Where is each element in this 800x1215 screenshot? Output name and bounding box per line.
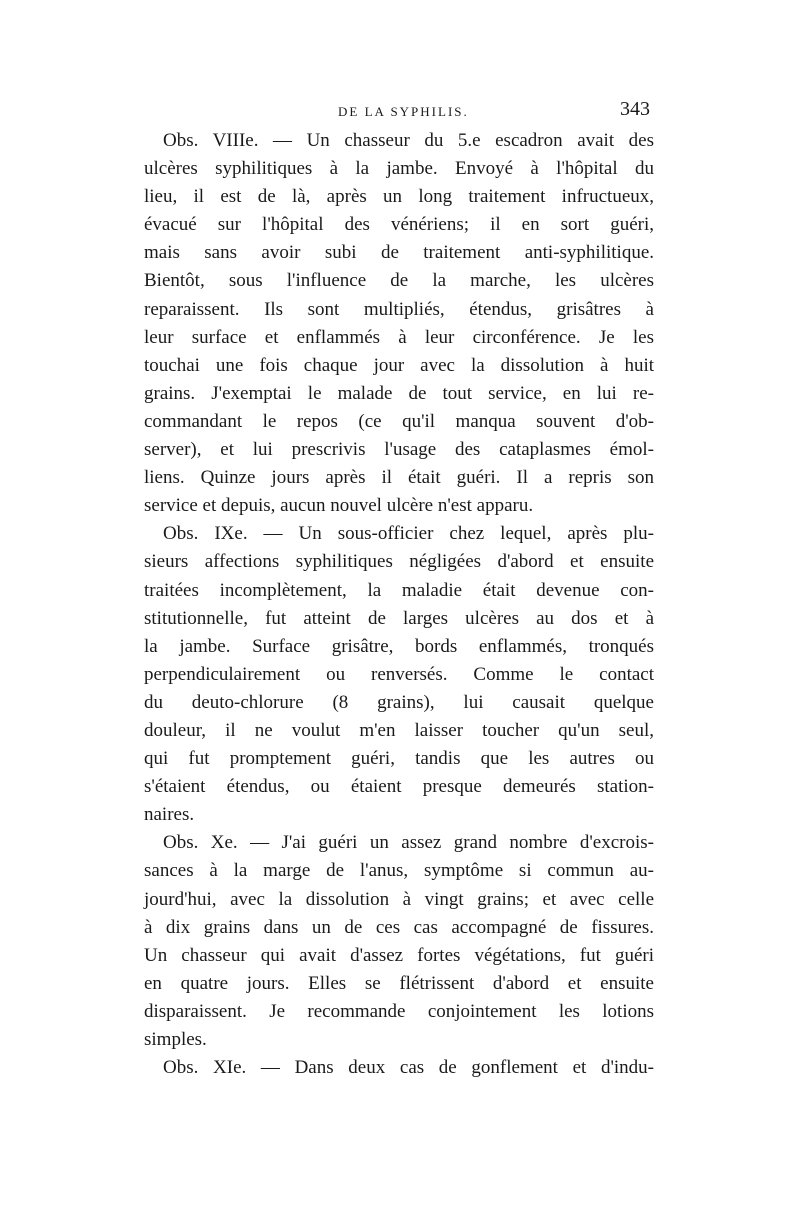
text-line: liens. Quinze jours après il était guéri. Il a repris son (144, 467, 654, 489)
text-line: perpendiculairement ou renversés. Comme le contact (144, 663, 654, 685)
text-line: la jambe. Surface grisâtre, bords enflammés, tronqués (144, 635, 654, 657)
text-line: sances à la marge de l'anus, symptôme si commun au- (144, 860, 654, 882)
text-line: lieu, il est de là, après un long traitement infructueux, (144, 186, 654, 208)
text-line: simples. (144, 1029, 207, 1050)
text-line: traitées incomplètement, la maladie était devenue con- (144, 579, 654, 601)
text-line: touchai une fois chaque jour avec la dissolution à huit (144, 354, 654, 376)
text-line: leur surface et enflammés à leur circonférence. Je les (144, 326, 654, 348)
page-number: 343 (620, 98, 650, 120)
text-line: ulcères syphilitiques à la jambe. Envoyé à l'hôpital du (144, 158, 654, 180)
text-line: Obs. Xe. — J'ai guéri un assez grand nombre d'excrois- (163, 832, 654, 854)
text-line: évacué sur l'hôpital des vénériens; il en sort guéri, (144, 214, 654, 236)
text-line: reparaissent. Ils sont multipliés, étendus, grisâtres à (144, 298, 654, 320)
text-line: server), et lui prescrivis l'usage des cataplasmes émol- (144, 439, 654, 461)
text-line: Obs. IXe. — Un sous-officier chez lequel, après plu- (163, 523, 654, 545)
text-line: mais sans avoir subi de traitement anti-syphilitique. (144, 242, 654, 264)
text-line: stitutionnelle, fut atteint de larges ulcères au dos et à (144, 607, 654, 629)
text-line: Bientôt, sous l'influence de la marche, les ulcères (144, 270, 654, 292)
text-line: disparaissent. Je recommande conjointement les lotions (144, 1000, 654, 1022)
text-line: naires. (144, 804, 195, 826)
text-line: douleur, il ne voulut m'en laisser toucher qu'un seul, (144, 719, 654, 741)
text-line: jourd'hui, avec la dissolution à vingt grains; et avec celle (144, 888, 654, 910)
text-line: en quatre jours. Elles se flétrissent d'abord et ensuite (144, 972, 654, 994)
text-line: service et depuis, aucun nouvel ulcère n'est apparu. (144, 495, 534, 517)
body-text (144, 127, 654, 1082)
text-line: qui fut promptement guéri, tandis que les autres ou (144, 748, 654, 770)
running-head (0, 98, 800, 122)
text-line: sieurs affections syphilitiques négligées d'abord et ensuite (144, 551, 654, 573)
running-title: DE LA SYPHILIS. (338, 104, 469, 119)
text-line: Obs. VIIIe. — Un chasseur du 5.e escadron avait des (163, 130, 654, 151)
text-line: à dix grains dans un de ces cas accompagné de fissures. (144, 916, 654, 938)
text-line: du deuto-chlorure (8 grains), lui causait quelque (144, 691, 654, 713)
text-line: grains. J'exemptai le malade de tout service, en lui re- (144, 382, 654, 404)
text-line: Un chasseur qui avait d'assez fortes végétations, fut guéri (144, 944, 654, 966)
text-line: s'étaient étendus, ou étaient presque demeurés station- (144, 776, 654, 798)
text-line: commandant le repos (ce qu'il manqua souvent d'ob- (144, 410, 654, 432)
text-line: Obs. XIe. — Dans deux cas de gonflement et d'indu- (163, 1057, 654, 1079)
